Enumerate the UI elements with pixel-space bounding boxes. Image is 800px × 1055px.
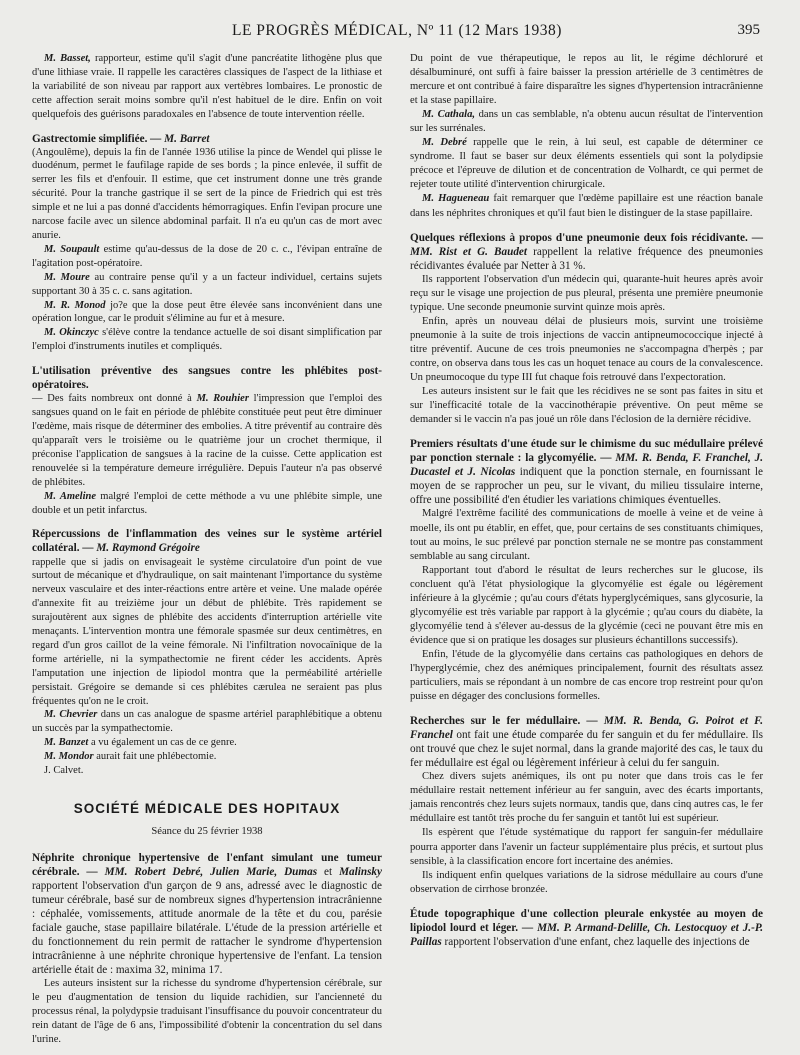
paragraph-text: Ils indiquent enfin quelques variations de la sidrose médullaire au cours d'une observation de cirrhose bronzée. xyxy=(410,869,763,895)
section-heading xyxy=(410,714,763,770)
paragraph-text: fait remarquer que l'œdème papillaire est une réaction banale dans les néphrites chroniques et qu'il faut bien le distinguer de la stase papillaire. xyxy=(410,193,763,219)
section-heading xyxy=(32,364,382,392)
paragraph-text: Enfin, l'étude de la glycomyélie dans certains cas pathologiques en dehors de l'hyperglycémie, chez des anémiques principalement, fournit des résultats assez particuliers, mais se répondant à un nombre de cas encore trop restreint pour qu'on puisse en dégager des conclusions formelles. xyxy=(410,648,763,703)
speaker: M. Basset, xyxy=(44,53,91,64)
paragraph xyxy=(410,869,763,897)
paragraph-text: aurait fait une phlébectomie. xyxy=(96,751,217,763)
running-head xyxy=(0,22,800,46)
paragraph-text: s'élève contre la tendance actuelle de soi disant simplification par l'emploi d'instruments inutiles et compliqués. xyxy=(32,327,383,353)
paragraph-text: ont fait une étude comparée du fer sanguin et du fer médullaire. Ils ont trouvé que chez le sujet normal, dans la grande majorité des cas, le taux du fer médullaire est égal ou légèrement inférieur à celui du fer sanguin. xyxy=(410,729,764,770)
speaker: M. Ameline xyxy=(44,490,97,502)
paragraph-text: Les auteurs insistent sur la richesse du syndrome d'hypertension cérébrale, sur le peu d'augmentation de tension du liquide rachidien, sur l'ancienneté du processus rénal, la polydypsie traduisant l'insuffisance du pouvoir concentrateur du rein datant de l'âge de 6 ans, l'impossibilité d'obtenir la concentration du sel dans l'urine. xyxy=(32,978,382,1045)
speaker: M. Hagueneau xyxy=(422,193,490,205)
paragraph-text: dans un cas analogue de spasme artériel paraphlébitique a obtenu un succès par la sympathectomie. xyxy=(32,709,382,735)
paragraph xyxy=(410,826,763,868)
paragraph-text: Enfin, après un nouveau délai de plusieurs mois, survint une troisième pneumonie à la suite de trois injections de vaccin antipneumococcique injecté à titre préventif. Aucune de ces trois pneumonies ne s'accompagna d'herpès ; par contre, on observa dans tous les cas un hoquet tenace au cours de la convalescence. Un pneumocoque du type III fut chaque fois retrouvé dans l'expectoration. xyxy=(410,315,763,384)
paragraph xyxy=(410,564,763,648)
heading-text: Recherches sur le fer médullaire. xyxy=(410,715,581,728)
paragraph xyxy=(32,750,382,764)
speaker: M. Moure xyxy=(44,271,90,283)
paragraph-text: Les auteurs insistent sur le fait que les récidives ne se sont pas faites in situ et sur l'inefficacité totale de la vaccinothérapie préventive. On peut même se demander si le vaccin n'a pas joué un rôle dans l'éclosion de la dernière récidive. xyxy=(410,386,763,426)
paragraph xyxy=(32,326,382,354)
paragraph xyxy=(410,507,763,563)
paragraph xyxy=(32,708,382,736)
speaker: M. Cathala, xyxy=(422,109,476,121)
session-date: Séance du 25 février 1938 xyxy=(151,825,263,837)
paragraph-text: rapportent l'observation d'un garçon de 9 ans, adressé avec le diagnostic de tumeur cérébrale, basé sur de nombreux signes d'hypertension intracrânienne : céphalée, vomissements, attitude anormale de la tête et du cou, parésie faciale gauche, stase papillaire bilatérale. L'étude de la pression artérielle et du fonctionnement du rein permit de rattacher le syndrome d'hypertension intracrânienne à une néphrite chronique hypertensive de l'enfant. La tension artérielle était de : maxima 32, minima 17. xyxy=(32,879,382,977)
section-heading xyxy=(410,437,763,507)
paragraph-text: Rapportant tout d'abord le résultat de leurs recherches sur le glucose, ils concluent qu'à l'état physiologique la glycomyélie est égale ou légèrement inférieure à la glycémie ; qu'au cours d'états hyperglycémiques, sans glycosurie, la glycomyélie est très variable par rapport à la glycémie ; qu'au cours du diabète, la glycomyélie tend à s'élever au-dessus de la glycémie (ceci ne pouvant être mis en évidence que si on pratique les dosages sur plusieurs échantillons successifs). xyxy=(410,564,763,646)
paragraph-text: l'impression que l'emploi des sangsues quand on le fait en période de phlébite constituée peut peut être diminuer l'œdème, mais risque de déterminer des embolies. A titre préventif au contraire dès qu'apparaît vers le troisième ou le quatrième jour un crochet thermique, il préconise l'application de sangsues à la racine de la cuisse. Cette application est renouvelée si la température demeure irrégulière. Depuis l'auteur n'a pas observé de phlébites. xyxy=(32,393,382,488)
signature: J. Calvet. xyxy=(44,765,84,777)
speaker: Malinsky xyxy=(339,865,382,878)
heading-text: L'utilisation préventive des sangsues contre les phlébites post-opératoires. xyxy=(32,365,382,392)
paragraph xyxy=(32,977,382,1047)
speaker: — MM. Rist et G. Baudet xyxy=(410,231,763,258)
paragraph xyxy=(32,299,382,327)
paragraph-text: (Angoulême), depuis la fin de l'année 1936 utilise la pince de Wendel qui plisse le duodénum, permet le faufilage rapide de ses bords ; la pince enlevée, il suffit de serrer les fils et d'enfouir. Il estime, que cet instrument donne une très grande sécurité. Pour la tranche gastrique il se sert de la pince de Friedrich qui est très simple et ne lui a pas donné d'accidents hémorragiques. Enfin l'evipan procure une narcose facile avec un silence abdominal parfait. Il n'a eu qu'un cas de mort avec anurie. xyxy=(32,146,382,242)
paragraph xyxy=(32,736,382,750)
section-heading xyxy=(410,231,763,273)
paragraph xyxy=(410,108,763,136)
paragraph xyxy=(32,271,382,299)
paragraph-text: Ils espèrent que l'étude systématique du rapport fer sanguin-fer médullaire pourra apporter dans l'avenir un facteur supplémentaire plus précis, et surtout plus sensible, à la classification encore fort incertaine des anémies. xyxy=(410,827,763,867)
paragraph xyxy=(410,315,763,385)
speaker: M. Chevrier xyxy=(44,709,98,721)
paragraph xyxy=(32,392,382,489)
speaker: — MM. R. Benda, G. Poirot et F. Franchel xyxy=(410,715,763,742)
speaker: — MM. R. Benda, F. Franchel, J. Ducastel et J. Nicolas xyxy=(410,452,764,479)
paragraph xyxy=(410,648,763,704)
speaker: M. Soupault xyxy=(44,243,100,255)
speaker: M. Banzet xyxy=(44,737,89,749)
speaker: — M. Barret xyxy=(150,132,210,145)
paragraph-text: Malgré l'extrême facilité des communications de moelle à veine et de veine à moelle, ils ont pu établir, en effet, que, pour certains de ses constituants chimiques, tout au moins, le suc prélevé par ponction sternale ne se montre pas constamment semblable au sang circulant. xyxy=(410,508,763,562)
heading-text: Étude topographique d'une collection pleurale enkystée au moyen de lipiodol lourd et léger. xyxy=(410,907,763,934)
section-heading xyxy=(32,527,382,555)
paragraph-text: au contraire pense qu'il y a un facteur individuel, certains sujets supportant 30 à 35 c. c. sans agitation. xyxy=(32,271,383,297)
paragraph-text: dans un cas semblable, n'a obtenu aucun résultat de l'intervention sur les surrénales. xyxy=(410,109,763,135)
paragraph-text: rappelle que si jadis on envisageait le système circulatoire d'un point de vue surtout de mécanique et d'hydraulique, on sait maintenant l'importance du système nerveux vasculaire et des inter-réactions entre artère et veine. Une malade opérée d'annexite fit au treizième jour un début de phlébite. Très rapidement se surajoutèrent aux signes de phlébite des accidents d'interruption artérielle vite menaçants. L'intervention montra une fémorale spasmée sur deux centimètres, en regard d'un gros caillot de la veine fémorale. Ni l'infiltration novocaïnique de la forme artérielle, ni la sympathectomie ne firent céder les accidents. Après l'amputation une injection de lipiodol montra que la perméabilité artérielle persistait. Grégoire se demande si ces phlébites cærulea ne seraient pas plus fréquentes qu'on ne le croit. xyxy=(32,556,382,707)
paragraph xyxy=(32,146,382,243)
paragraph-text: et xyxy=(324,865,333,878)
paragraph-text: indiquent que la ponction sternale, en fournissant le moyen de se rapprocher un peu, sur le vivant, du milieu tissulaire interne, offre une possibilité d'en étudier les variations chimiques éventuelles. xyxy=(410,466,763,507)
speaker: M. Mondor xyxy=(44,751,94,763)
paragraph-text: a vu également un cas de ce genre. xyxy=(90,737,237,749)
paragraph-text: Chez divers sujets anémiques, ils ont pu noter que dans trois cas le fer médullaire restait nettement inférieur au fer sanguin, avec des écarts importants, jamais rencontrés chez leurs sujets normaux, tandis que, dans cinq autres cas, le fer médullaire est tantôt très proche du fer sanguin et tantôt lui est supérieur. xyxy=(410,771,763,825)
paragraph xyxy=(32,52,382,122)
paragraph xyxy=(410,273,763,315)
heading-text: Premiers résultats d'une étude sur le chimisme du suc médullaire prélevé par ponction sternale : la glycomyélie. xyxy=(410,438,763,465)
heading-text: Quelques réflexions à propos d'une pneumonie deux fois récidivante. xyxy=(410,231,748,244)
speaker: M. R. Monod xyxy=(44,299,106,311)
section-heading xyxy=(32,132,382,146)
paragraph-text: rapporteur, estime qu'il s'agit d'une pancréatite lithogène plus que d'une lithiase vraie. Il rappelle les caractères classiques de l'aspect de la lithiase et la variabilité de son niveau par rapport aux vertèbres lombaires. Le pronostic de cette affection serait moins sombre qu'il n'est habituel de le dire. Enfin on voit quelquefois des guérisons paradoxales en l'absence de toute intervention réelle. xyxy=(32,53,382,120)
heading-text: Gastrectomie simplifiée. xyxy=(32,132,148,145)
running-title: LE PROGRÈS MÉDICAL, Nº 11 (12 Mars 1938) xyxy=(232,22,562,39)
paragraph-text: rappellent la relative fréquence des pneumonies récidivantes évaluée par Netter à 31 %. xyxy=(410,245,764,272)
paragraph-text: — Des faits nombreux ont donné à xyxy=(32,393,192,405)
speaker: — MM. P. Armand-Delille, Ch. Lestocquoy et J.-P. Paillas xyxy=(410,921,764,948)
paragraph-text: rapportent l'observation d'une enfant, chez laquelle des injections de xyxy=(444,935,750,948)
paragraph xyxy=(410,136,763,192)
speaker: M. Debré xyxy=(422,137,467,149)
paragraph xyxy=(410,385,763,427)
section-heading xyxy=(32,851,382,977)
paragraph xyxy=(410,770,763,826)
page-number: 395 xyxy=(737,22,760,38)
speaker: M. Rouhier xyxy=(196,393,249,405)
section-heading xyxy=(410,907,763,949)
paragraph xyxy=(410,52,763,108)
paragraph-text: Ils rapportent l'observation d'un médecin qui, quarante-huit heures après avoir reçu sur le visage une projection de pus pleural, présenta une première pneumonie typique. Une seconde pneumonie survint quinze mois après. xyxy=(410,273,763,313)
speaker: M. Okinczyc xyxy=(44,327,99,339)
paragraph-text: Du point de vue thérapeutique, le repos au lit, le régime déchloruré et désalbuminuré, ont suffi à faire baisser la pression artérielle de 3 centimètres de mercure et ont contribué à faire disparaître les signes d'hypertension intracrânienne et la stase papillaire. xyxy=(410,53,763,107)
left-column xyxy=(32,52,382,1047)
speaker: — M. Raymond Grégoire xyxy=(82,542,200,555)
society-title: SOCIÉTÉ MÉDICALE DES HOPITAUX xyxy=(73,801,341,817)
speaker: — MM. Robert Debré, Julien Marie, Dumas xyxy=(86,865,318,878)
paragraph xyxy=(32,490,382,518)
paragraph-text: rappelle que le rein, à lui seul, est capable de déterminer ce syndrome. Il faut se baser sur deux éléments essentiels qui sont la polydipsie précoce et l'épreuve de dilution et de concentration de Volhardt, ce qui permet de rejeter toute utilité d'intervention chirurgicale. xyxy=(410,137,763,191)
paragraph-text: estime qu'au-dessus de la dose de 20 c. c., l'évipan entraîne de l'agitation post-opératoire. xyxy=(32,243,382,269)
paragraph-text: jo?e que la dose peut être élevée sans inconvénient dans une opération longue, car le produit s'élimine au fur et à mesure. xyxy=(32,299,382,325)
paragraph xyxy=(410,192,763,220)
paragraph xyxy=(32,556,382,709)
heading-text: Néphrite chronique hypertensive de l'enfant simulant une tumeur cérébrale. xyxy=(32,851,382,878)
paragraph xyxy=(32,243,382,271)
right-column xyxy=(410,52,763,949)
paragraph-text: malgré l'emploi de cette méthode a vu une phlébite simple, une double et un petit infarctus. xyxy=(32,490,382,516)
heading-text: Répercussions de l'inflammation des veines sur le système artériel collatéral. xyxy=(32,528,382,555)
